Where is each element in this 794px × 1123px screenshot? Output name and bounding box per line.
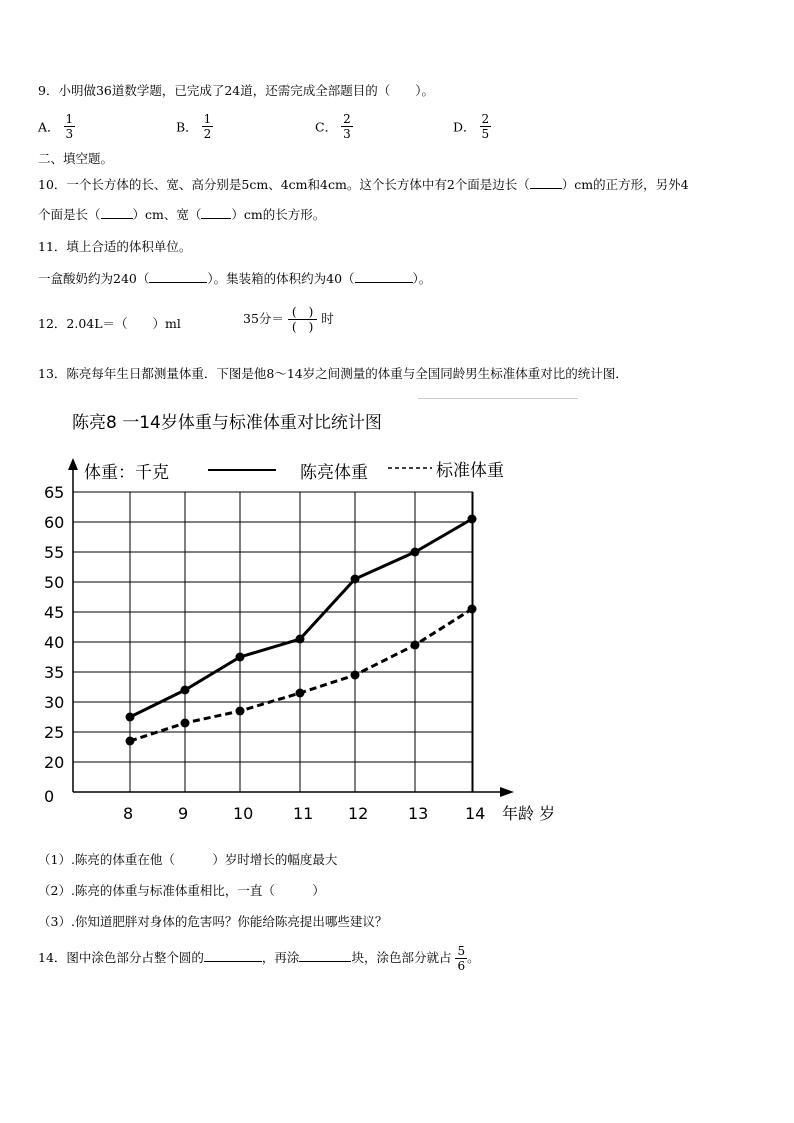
question-9-text: 9．小明做36道数学题，已完成了24道，还需完成全部题目的（ ）。: [38, 83, 435, 98]
option-fraction: $\frac{1}{3}$: [65, 112, 74, 141]
data-point: [296, 689, 305, 698]
option-fraction: $\frac{1}{2}$: [203, 112, 212, 141]
y-tick-label: 65: [44, 483, 65, 502]
x-axis-label: 年龄 岁: [502, 804, 556, 823]
x-tick-label: 13: [408, 804, 429, 823]
data-point: [411, 548, 420, 557]
data-point: [411, 641, 420, 650]
data-point: [236, 653, 245, 662]
y-tick-label: 45: [44, 603, 65, 622]
y-tick-label: 25: [44, 723, 65, 742]
question-11-title: 11．填上合适的体积单位。: [38, 239, 192, 254]
data-point: [296, 635, 305, 644]
question-11-line: 一盒酸奶约为240（ ）。集装箱的体积约为40（ ）。: [38, 271, 432, 286]
option-label: C．: [315, 119, 338, 135]
y-tick-label: 30: [44, 693, 65, 712]
y-axis-label: 体重：千克: [84, 463, 169, 483]
time-fraction: $\frac{( )}{( )}$: [288, 305, 317, 334]
y-tick-label: 55: [44, 543, 65, 562]
option-label: A．: [38, 119, 60, 135]
option-label: B．: [176, 119, 198, 135]
question-10-line2: 个面是长（ ）cm、宽（ ）cm的长方形。: [38, 207, 326, 222]
data-point: [351, 575, 360, 584]
series-line-chenliang: [130, 519, 472, 717]
x-axis-arrow: [500, 787, 514, 797]
y-axis-arrow: [68, 458, 78, 470]
option-fraction: $\frac{2}{3}$: [343, 112, 351, 141]
legend-solid-label: 陈亮体重: [300, 463, 368, 483]
y-tick-label: 60: [44, 513, 65, 532]
question-14: 14．图中涂色部分占整个圆的 ，再涂 块，涂色部分就占 $\frac{5}{6}$ 。: [38, 944, 480, 973]
question-13-sub3: （3）.你知道肥胖对身体的危害吗？你能给陈亮提出哪些建议？: [38, 914, 388, 929]
y-tick-label: 40: [44, 633, 65, 652]
question-13-text: 13．陈亮每年生日都测量体重．下图是他8～14岁之间测量的体重与全国同龄男生标准体重对比的统计图．: [38, 366, 628, 381]
data-point: [126, 737, 135, 746]
legend-dashed-label: 标准体重: [436, 461, 504, 481]
question-13-sub2: （2）.陈亮的体重与标准体重相比，一直（ ）: [38, 883, 325, 898]
data-point: [126, 713, 135, 722]
y-tick-label: 50: [44, 573, 65, 592]
chart-labels: [44, 483, 485, 823]
y-tick-label: 20: [44, 753, 65, 772]
x-tick-label: 10: [233, 804, 254, 823]
data-point: [468, 515, 477, 524]
question-10-line1: 10．一个长方体的长、宽、高分别是5cm、4cm和4cm。这个长方体中有2个面是边长（ ）cm的正方形，另外4: [38, 177, 689, 192]
x-tick-label: 14: [465, 804, 486, 823]
question-13-sub1: （1）.陈亮的体重在他（ ）岁时增长的幅度最大: [38, 852, 338, 867]
chart-axes: [68, 458, 514, 797]
x-tick-label: 11: [293, 804, 314, 823]
x-tick-label: 8: [123, 804, 134, 823]
section-heading: 二、填空题。: [38, 151, 114, 166]
target-fraction: $\frac{5}{6}$: [457, 944, 466, 973]
y-tick-label: 0: [44, 787, 55, 806]
x-tick-label: 12: [348, 804, 369, 823]
question-12-part1: 12．2.04L＝（ ）ml: [38, 316, 181, 331]
data-point: [351, 671, 360, 680]
chart-series: [126, 515, 477, 746]
chart-title: 陈亮8 一14岁体重与标准体重对比统计图: [72, 413, 382, 433]
x-tick-label: 9: [178, 804, 189, 823]
option-fraction: $\frac{2}{5}$: [481, 112, 490, 141]
data-point: [181, 719, 190, 728]
data-point: [181, 686, 190, 695]
question-12-part2: 35分＝ $\frac{( )}{( )}$ 时: [243, 305, 334, 334]
data-point: [236, 707, 245, 716]
y-tick-label: 35: [44, 663, 65, 682]
option-label: D．: [453, 119, 476, 135]
data-point: [468, 605, 477, 614]
